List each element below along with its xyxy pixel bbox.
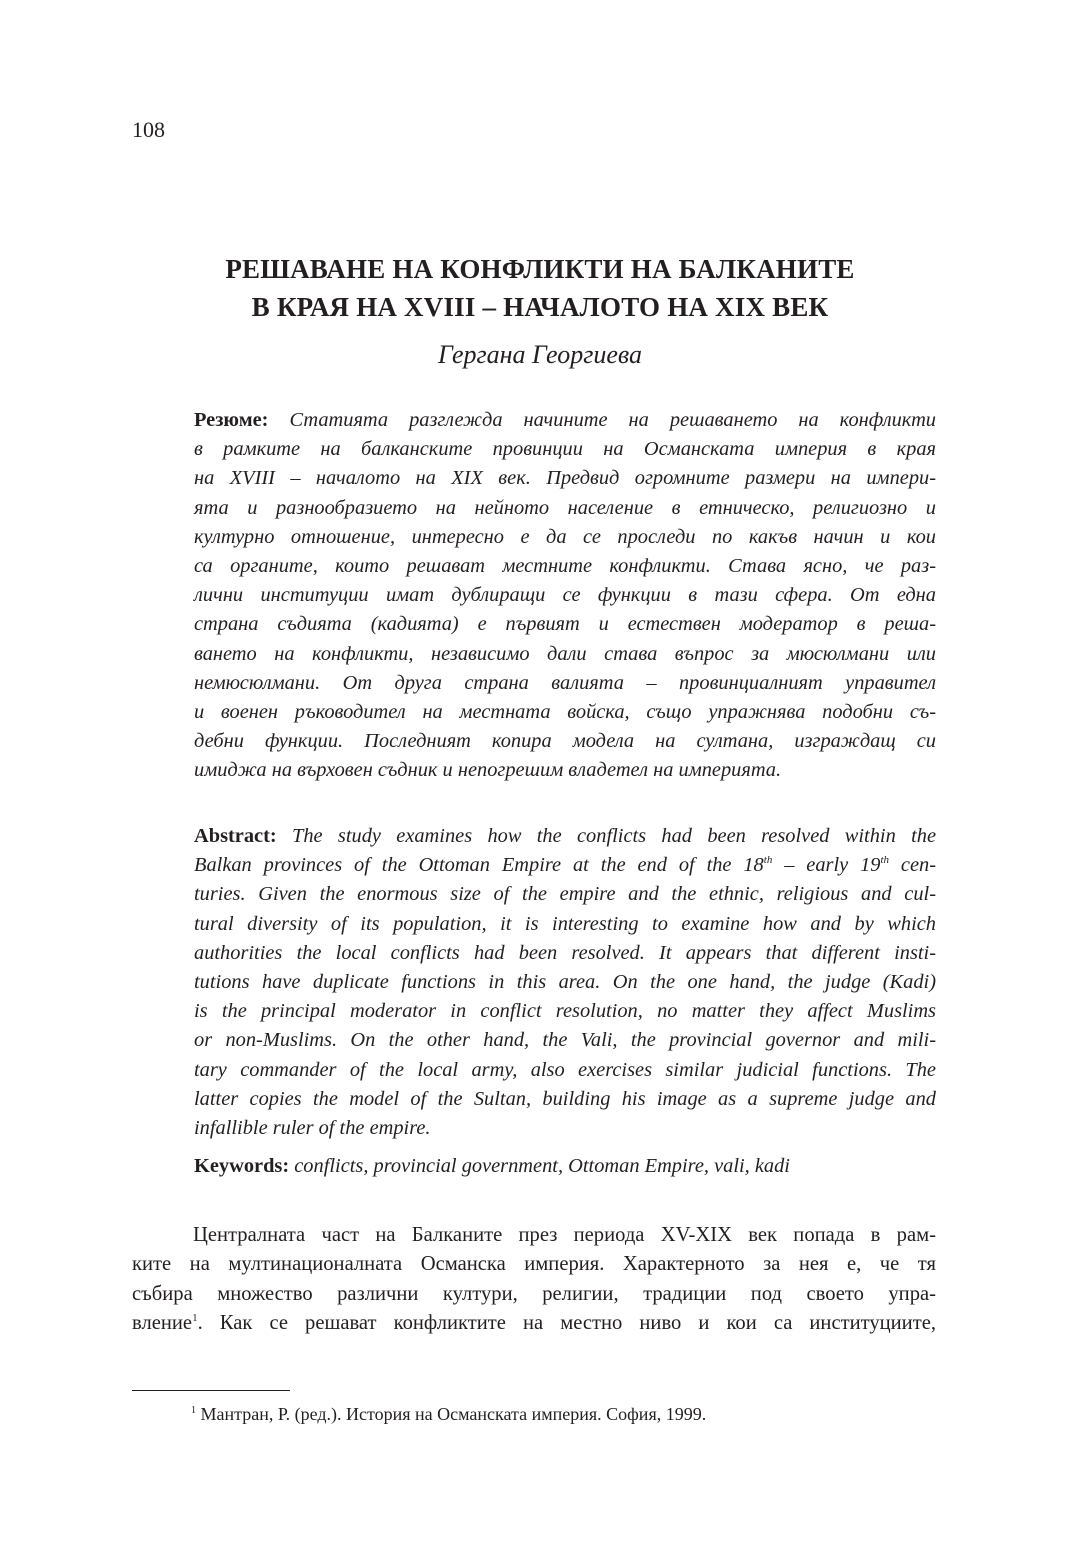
footnote-separator (132, 1390, 290, 1391)
resume-line: културно отношение, интересно е да се проследи по какъв начин и кои (194, 525, 936, 548)
resume-line: лични институции имат дублиращи се функции в тази сфера. От една (194, 584, 936, 607)
abstract-paragraph (194, 822, 936, 1143)
body-line: ките на мултинационалната Османска империя. Характерното за нея е, че тя (132, 1253, 936, 1276)
body-line: вление$^1$. Как се решават конфликтите на местно ниво и кои са институциите, (132, 1312, 936, 1335)
body-line: Централната част на Балканите през периода XV-XIX век попада в рам- (193, 1224, 936, 1246)
abstract-line: tary commander of the local army, also exercises similar judicial functions. The (194, 1058, 936, 1081)
resume-line: са органите, които решават местните конфликти. Става ясно, че раз- (194, 554, 936, 577)
resume-line: дебни функции. Последният копира модела на султана, изграждащ си (194, 730, 936, 753)
resume-line: страна съдията (кадията) е първият и естествен модератор в реша- (194, 613, 936, 636)
footnote-text: Мантран, Р. (ред.). История на Османската империя. София, 1999. (196, 1404, 707, 1424)
body-line: събира множество различни култури, религии, традиции под своето упра- (132, 1282, 936, 1305)
resume-line: немюсюлмани. От друга страна валията – провинциалният управител (194, 671, 936, 694)
article-title (0, 250, 1080, 326)
keywords-value: conflicts, provincial government, Ottoman Empire, vali, kadi (289, 1155, 790, 1177)
title-line-1: РЕШАВАНЕ НА КОНФЛИКТИ НА БАЛКАНИТЕ (225, 254, 855, 284)
footnote-marker: 1 (191, 1405, 196, 1416)
resume-line: Резюме: Статията разглежда начините на решаването на конфликти (194, 409, 936, 431)
resume-line: в рамките на балканските провинции на Османската империя в края (194, 438, 936, 461)
title-line-2: В КРАЯ НА XVIII – НАЧАЛОТО НА XIX ВЕК (251, 292, 829, 322)
abstract-line: tutions have duplicate functions in this area. On the one hand, the judge (Kadi) (194, 970, 936, 993)
resume-label: Резюме: (194, 409, 269, 431)
abstract-line: latter copies the model of the Sultan, building his image as a supreme judge and (194, 1087, 936, 1110)
footnote-reference[interactable]: 1 (192, 1312, 198, 1325)
resume-line: ята и разнообразието на нейното население в етническо, религиозно и (194, 496, 936, 519)
page-number: 108 (132, 117, 165, 142)
abstract-label: Abstract: (194, 825, 277, 847)
abstract-line: infallible ruler of the empire. (194, 1116, 431, 1139)
abstract-line: Balkan provinces of the Ottoman Empire at the end of the 18th – early 19th cen- (194, 854, 936, 877)
abstract-line: Abstract: The study examines how the conflicts had been resolved within the (194, 825, 936, 847)
resume-line: ването на конфликти, независимо дали става въпрос за мюсюлмани или (194, 642, 936, 665)
resume-paragraph (194, 406, 936, 785)
footnote (191, 1402, 706, 1426)
abstract-line: turies. Given the enormous size of the empire and the ethnic, religious and cul- (194, 883, 936, 906)
keywords-label: Keywords: (194, 1155, 290, 1177)
resume-line: и военен ръководител на местната войска, също упражнява подобни съ- (194, 700, 936, 723)
keywords-line (194, 1152, 790, 1181)
abstract-line: or non-Muslims. On the other hand, the Vali, the provincial governor and mili- (194, 1029, 936, 1052)
resume-line: имиджа на върховен съдник и непогрешим владетел на империята. (194, 759, 782, 782)
abstract-line: is the principal moderator in conflict resolution, no matter they affect Muslims (194, 1000, 936, 1023)
author-name: Гергана Георгиева (437, 340, 643, 369)
abstract-line: authorities the local conflicts had been resolved. It appears that different insti- (194, 941, 936, 964)
abstract-line: tural diversity of its population, it is interesting to examine how and by which (194, 912, 936, 935)
resume-line: на XVIII – началото на XIX век. Предвид огромните размери на импери- (194, 467, 936, 490)
body-paragraph (132, 1221, 936, 1339)
